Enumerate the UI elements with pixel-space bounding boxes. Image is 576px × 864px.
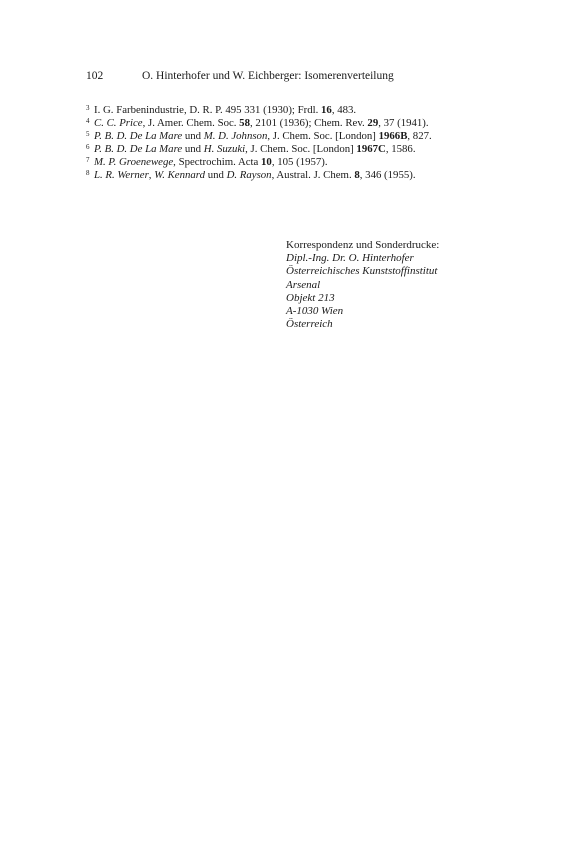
address-line: A-1030 Wien [286,305,344,318]
reference-number: 7 [86,156,90,164]
reference-text: und [182,130,204,142]
address-line: Österreich [286,318,333,331]
author-name: M. D. Johnson [203,130,268,142]
volume-year: 16 [321,104,332,116]
reference-text: , 105 (1957). [271,156,328,168]
reference-text: , Spectrochim. Acta [173,156,262,168]
author-name: C. C. Price [94,117,143,129]
volume-year: 1966B [378,130,408,142]
reference-text: , J. Amer. Chem. Soc. [142,117,240,129]
reference-text: , 483. [331,104,357,116]
volume-year: 58 [239,117,250,129]
reference-text: , 346 (1955). [359,169,416,181]
reference-text: , Austral. J. Chem. [271,169,355,181]
reference-text: , 2101 (1936); Chem. Rev. [249,117,368,129]
author-name: D. Rayson [226,169,272,181]
reference-text: und [182,143,204,155]
reference-text: , 37 (1941). [378,117,429,129]
reference-entry [86,169,502,182]
volume-year: 10 [261,156,272,168]
reference-number: 4 [86,117,90,125]
author-name: P. B. D. De La Mare [94,130,183,142]
page-number: 102 [86,70,104,82]
running-title: O. Hinterhofer und W. Eichberger: Isomerenverteilung [142,70,394,82]
reference-entry [86,130,502,143]
reference-entry [86,117,502,130]
reference-text: , J. Chem. Soc. [London] [245,143,357,155]
author-name: P. B. D. De La Mare [94,143,183,155]
address-line: Österreichisches Kunststoffinstitut [286,265,438,278]
reference-number: 3 [86,104,90,112]
address-line: Dipl.-Ing. Dr. O. Hinterhofer [286,252,414,265]
author-name: H. Suzuki [203,143,246,155]
author-name: L. R. Werner [94,169,149,181]
volume-year: 8 [354,169,360,181]
reference-text: , 1586. [385,143,416,155]
reference-entry [86,104,502,117]
reference-text: , [148,169,155,181]
author-name: M. P. Groenewege [94,156,174,168]
address-line: Objekt 213 [286,291,335,304]
volume-year: 29 [367,117,379,129]
reference-number: 5 [86,130,90,138]
reference-entry [86,143,502,156]
reference-number: 8 [86,169,90,177]
running-header [86,70,394,82]
reference-text: , J. Chem. Soc. [London] [267,130,379,142]
reference-list [86,104,502,182]
address-line: Arsenal [286,278,321,291]
correspondence-heading: Korrespondenz und Sonderdrucke: [286,239,440,251]
reference-text: und [205,169,227,181]
reference-text: , 827. [407,130,432,142]
author-name: W. Kennard [154,169,205,181]
correspondence-address [286,239,439,331]
reference-text: I. G. Farbenindustrie, D. R. P. 495 331 (1930); Frdl. [94,104,322,116]
reference-entry [86,156,502,169]
volume-year: 1967C [356,143,386,155]
reference-number: 6 [86,143,90,151]
